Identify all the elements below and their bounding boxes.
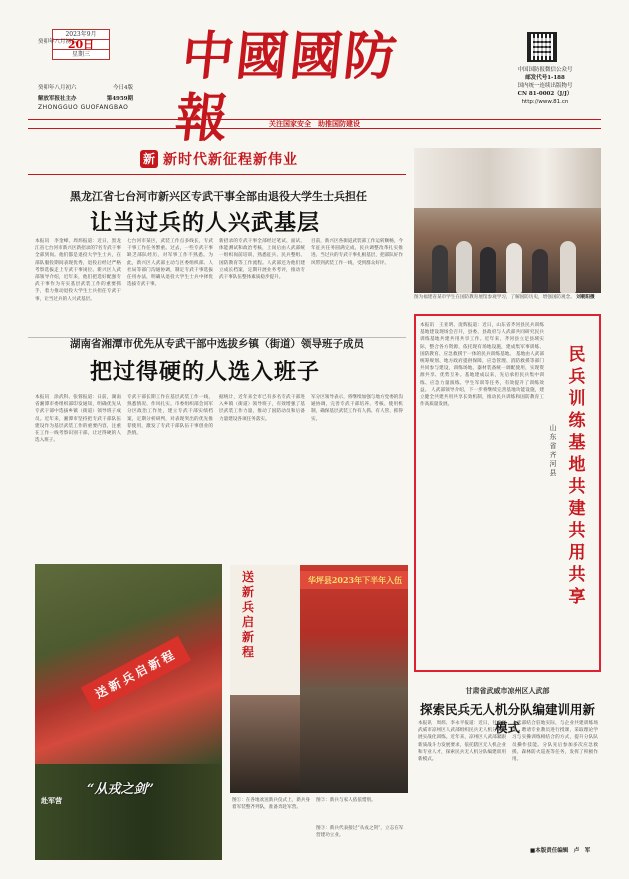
issue-number: 第4959期 [106,96,133,102]
article4-col1: 本报讯 周炜、李永平报道：近日，甘肃省武威市凉州区人武部组织民兵无人机分队开展实战化训练。近年来，凉州区人武部紧跟新质战斗力发展要求，依托辖区无人机企业和专业人才，探索民兵无人机分队编建训用新模式。 [418,721,506,763]
article1-col1: 本报讯 李金峰、周炜报道：近日，黑龙江省七台河市新兴区新招录的7名专武干事全部到岗。他们都是退役大学生士兵，在部队服役期间表现优秀，退役后经过严格考察选拔走上专武干事岗位。新兴区人武部领导介绍，近年来，他们把选好配强专武干事作为夯实基层武装工作的重要抓手，着力推动退役大学生士兵担任专武干事，让当过兵的人兴武基层。 [35,239,121,302]
masthead-left [38,31,130,60]
article3-para1: 本报讯 王亚明、庞辉报道：近日，山东省齐河县民兵训练基地建设现场会召开，县委、县政府与人武部共同研究民兵训练基地共建共用共享工作。近年来，齐河县立足县域实际，整合各方资源，依托现有场地设施，建成集军事训练、国防教育、应急救援于一体的民兵训练基地。 [420,323,544,357]
article2-col2: 专武干部长期工作在基层武装工作一线，熟悉情况、作风扎实。市委组织部会同军分区政治工作处，建立专武干部实绩档案，定期分析研判，对表现突出的优先推荐使用，激发了专武干部队伍干事创业的热情。 [127,395,213,437]
publisher: 解放军报社主办 [38,96,77,102]
article4-col2: 人武部结合驻地实际，与企业共建训练场地，聘请专业教员进行授课，采取理论学习与实操训练相结合的方式，提升分队队员操作技能。分队先后参加多次应急救援、森林防火巡查等任务，发挥了积极作用。 [512,721,598,763]
ceremony-photo [230,695,300,793]
article2-subhead: 湖南省湘潭市优先从专武干部中选拔乡镇（街道）领导班子成员 [70,338,364,350]
top-right-caption [414,295,601,302]
qr-code-icon [527,32,557,62]
article3-location: 山东省齐河县 [549,424,557,477]
qr-label: 中国国防报微信公众号 [517,67,573,73]
article1-subhead: 黑龙江省七台河市新兴区专武干事全部由退役大学生士兵担任 [70,190,367,203]
caption-credit: 刘朝阳摄 [576,295,595,300]
date-month: 2023年9月 [53,30,109,40]
section-divider [28,174,406,175]
collage-label: 赴军营 [41,796,62,805]
section-title: 新时代新征程新伟业 [163,152,298,168]
lunar-text: 癸卯年八月初六 [38,85,77,91]
article4-headline: 探索民兵无人机分队编建训用新模式 [419,702,595,735]
article2-headline: 把过得硬的人选入班子 [90,359,321,385]
article2-col1: 本报讯 涂武科、张蓉报道：日前，湖南省湘潭市委组织部印发通知，明确优先从专武干部中选拔乡镇（街道）领导班子成员。近年来，湘潭市坚持把专武干部队伍建设作为基层武装工作的重要内容，注重在工作一线考察识别干部，让过得硬的人选入班子。 [35,395,121,444]
masthead-info [38,80,133,111]
collage-slogan: “从戎之剑” [87,782,154,797]
section-logo-icon: 新 [140,150,158,168]
article3-headline: 民兵训练基地共建共用共享 [568,345,586,607]
collage-banner: 送新兵启新程 [81,636,191,712]
photo-collage [35,564,222,860]
cn-number: CN 81-0002（J/J） [517,91,573,97]
page-editor: ■本版责任编辑 卢 军 [530,848,591,854]
feature-title: 送新兵启新程 [241,570,254,659]
article3-para3: 人武部领导介绍，下一步将继续完善基地功能设施，建立健全共建共用共享长效机制，推动民兵训练和国防教育工作高质量发展。 [420,387,544,408]
date-day: 20日 [67,38,95,51]
weekday: 星期三 [53,49,109,59]
site-url: http://www.81.cn [521,99,569,105]
newspaper-title: 中國國防報 [172,26,402,149]
collage-caption-3: 图③：新兵代表接过“从戎之剑”，立志在军营建功立业。 [316,826,404,838]
farewell-banner: 华坪县2023年下半年入伍 [300,571,408,589]
article3-body [420,322,544,667]
caption-text: 图为福建省某市学生在国防教育展馆参观学习，了解国防历史，增强国防观念。 [414,295,575,300]
article3-para2: 基地由人武部统筹规划、地方政府提供保障，应急管理、消防救援等部门共同参与建设，训练场地、器材装备统一调配使用，实现资源共享、优势互补。基地建成以来，先后承担民兵集中训练、应急力量演练、学生军训等任务，有效提升了训练效益。 [420,351,544,393]
slogan: 关注国家安全 助推国防建设 [269,119,360,128]
article2-col3: 据统计，近年来全市已有多名专武干部进入乡镇（街道）领导班子，有效增强了基层武装工作力量，推动了国防动员和后备力量建设各项任务落实。 [219,395,305,422]
article1-col4: 目前，新兴区各街道武装部工作运转顺畅，今年征兵任务圆满完成，民兵调整改革扎实推进。当过兵的专武干事扎根基层，把部队好作风带到武装工作一线，受到群众好评。 [311,239,403,266]
article1-headline: 让当过兵的人兴武基层 [90,210,321,236]
lunar-date: 癸卯年八月初六 [38,39,77,45]
collage-caption-2: 图②：新兵与家人依依惜别。 [316,798,376,803]
edition: 今日4版 [113,85,133,91]
collage-caption-1: 图①：在各地欢送新兵仪式上，新兵身着军装整齐列队，准备奔赴军营。 [232,798,311,810]
pinyin-title: ZHONGGUO GUOFANGBAO [38,104,129,111]
article1-col2: 七台河市某区，武装工作点多线长，专武干事工作任务繁重。过去，一些专武干事缺乏部队经历，对军事工作不熟悉。为此，新兴区人武部主动与区委组织部、人社局等部门沟通协调，制定专武干事选拔任用办法，明确从退役大学生士兵中择优选拔专武干事。 [127,239,213,288]
top-right-photo [414,148,601,293]
farewell-photo [300,565,408,793]
article4-kicker: 甘肃省武威市凉州区人武部 [465,686,550,695]
post-code: 邮发代号1-188 [525,75,565,81]
article1-col3: 新招录的专武干事全部经过笔试、面试、体能测试和政治考核，上岗后由人武部统一组织岗前培训，熟悉征兵、民兵整组、国防教育等工作流程。人武部还为他们建立成长档案，定期开展业务考评，推动专武干事队伍整体素质稳步提升。 [219,239,305,281]
masthead-right [490,66,600,106]
article2-col4: 军分区领导表示，将继续加强与地方党委的沟通协调，完善专武干部培养、考核、使用机制，确保基层武装工作有人抓、有人管、抓得实。 [311,395,403,422]
cn-label: 国内统一连续出版物号 [517,83,573,89]
